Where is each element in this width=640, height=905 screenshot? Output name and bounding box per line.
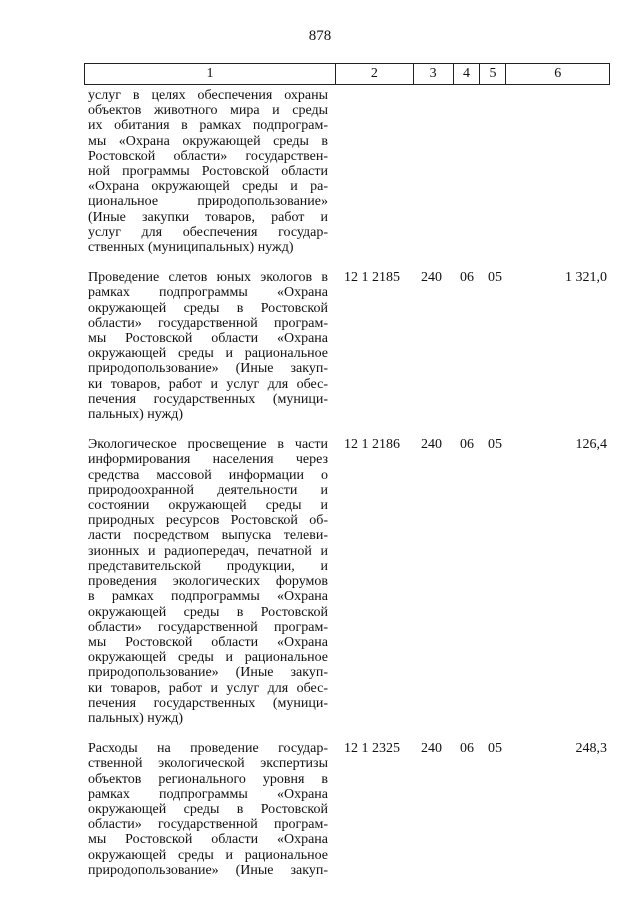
row-expense-type: 240	[421, 270, 442, 286]
table-body	[88, 88, 610, 893]
description-line: окружающей среды в Ростовской	[88, 300, 328, 316]
description-line: окружающей среды и рациональное	[88, 650, 328, 666]
description-line: пальных) нужд)	[88, 710, 184, 726]
description-line: области» государственной програм-	[88, 619, 328, 635]
row-description	[88, 741, 328, 878]
page-number: 878	[308, 28, 332, 44]
description-line: печения государственных (муници-	[88, 695, 328, 711]
header-col-3: 3	[414, 64, 454, 84]
description-line: ки товаров, работ и услуг для обес-	[88, 680, 328, 696]
table-header	[84, 63, 610, 85]
row-amount: 126,4	[575, 437, 607, 453]
description-line: услуг для обеспечения государ-	[88, 224, 328, 240]
description-line: ласти посредством выпуска телеви-	[88, 528, 328, 544]
description-line: зионных и радиопередач, печатной и	[88, 543, 328, 559]
description-line: рамках подпрограммы «Охрана	[88, 786, 328, 802]
table-row	[88, 437, 610, 741]
description-line: Экологическое просвещение в части	[88, 437, 328, 453]
row-expense-type: 240	[421, 741, 442, 757]
row-amount: 1 321,0	[565, 270, 607, 286]
header-col-4: 4	[454, 64, 481, 84]
description-line: ной программы Ростовской области	[88, 164, 328, 180]
description-line: окружающей среды и рациональное	[88, 346, 328, 362]
description-line: объектов животного мира и среды	[88, 103, 328, 119]
row-expense-type: 240	[421, 437, 442, 453]
row-target-code: 12 1 2325	[344, 741, 400, 757]
description-line: ки товаров, работ и услуг для обес-	[88, 376, 328, 392]
description-line: рамках подпрограммы «Охрана	[88, 285, 328, 301]
description-line: мы Ростовской области «Охрана	[88, 832, 328, 848]
description-line: природопользование» (Иные закуп-	[88, 665, 328, 681]
row-amount: 248,3	[575, 741, 607, 757]
description-line: природных ресурсов Ростовской об-	[88, 513, 328, 529]
description-line: их обитания в рамках подпрограм-	[88, 118, 328, 134]
row-description	[88, 437, 328, 726]
row-subsection: 05	[488, 741, 502, 757]
description-line: «Охрана окружающей среды и ра-	[88, 179, 328, 195]
description-line: области» государственной програм-	[88, 817, 328, 833]
description-line: средства массовой информации о	[88, 467, 328, 483]
description-line: окружающей среды в Ростовской	[88, 604, 328, 620]
description-line: Ростовской области» государствен-	[88, 148, 328, 164]
row-description	[88, 88, 328, 255]
row-section: 06	[460, 437, 474, 453]
row-section: 06	[460, 741, 474, 757]
header-col-6: 6	[554, 66, 562, 81]
description-line: услуг в целях обеспечения охраны	[88, 88, 328, 103]
header-col-5: 5	[480, 64, 506, 84]
description-line: окружающей среды в Ростовской	[88, 801, 328, 817]
description-line: мы «Охрана окружающей среды в	[88, 133, 328, 149]
description-line: окружающей среды и рациональное	[88, 847, 328, 863]
description-line: Расходы на проведение государ-	[88, 741, 328, 757]
description-line: природоохранной деятельности и	[88, 482, 328, 498]
row-target-code: 12 1 2185	[344, 270, 400, 286]
description-line: информирования населения через	[88, 452, 328, 468]
description-line: в рамках подпрограммы «Охрана	[88, 589, 328, 605]
description-line: области» государственной програм-	[88, 315, 328, 331]
description-line: пальных) нужд)	[88, 407, 184, 423]
table-row	[88, 270, 610, 437]
description-line: мы Ростовской области «Охрана	[88, 634, 328, 650]
description-line: ственной экологической экспертизы	[88, 756, 328, 772]
description-line: природопользование» (Иные закуп-	[88, 361, 328, 377]
row-subsection: 05	[488, 270, 502, 286]
row-subsection: 05	[488, 437, 502, 453]
description-line: представительской продукции, и	[88, 558, 328, 574]
header-col-1: 1	[85, 64, 336, 84]
row-section: 06	[460, 270, 474, 286]
description-line: состоянии окружающей среды и	[88, 498, 328, 514]
row-description	[88, 270, 328, 422]
row-target-code: 12 1 2186	[344, 437, 400, 453]
description-line: природопользование» (Иные закуп-	[88, 862, 328, 878]
description-line: Проведение слетов юных экологов в	[88, 270, 328, 286]
description-line: (Иные закупки товаров, работ и	[88, 209, 328, 225]
table-row	[88, 741, 610, 893]
description-line: мы Ростовской области «Охрана	[88, 331, 328, 347]
description-line: ственных (муниципальных) нужд)	[88, 240, 294, 256]
table-row	[88, 88, 610, 270]
header-col-2: 2	[336, 64, 414, 84]
description-line: циональное природопользование»	[88, 194, 328, 210]
description-line: печения государственных (муници-	[88, 391, 328, 407]
description-line: проведения экологических форумов	[88, 574, 328, 590]
description-line: объектов регионального уровня в	[88, 771, 328, 787]
